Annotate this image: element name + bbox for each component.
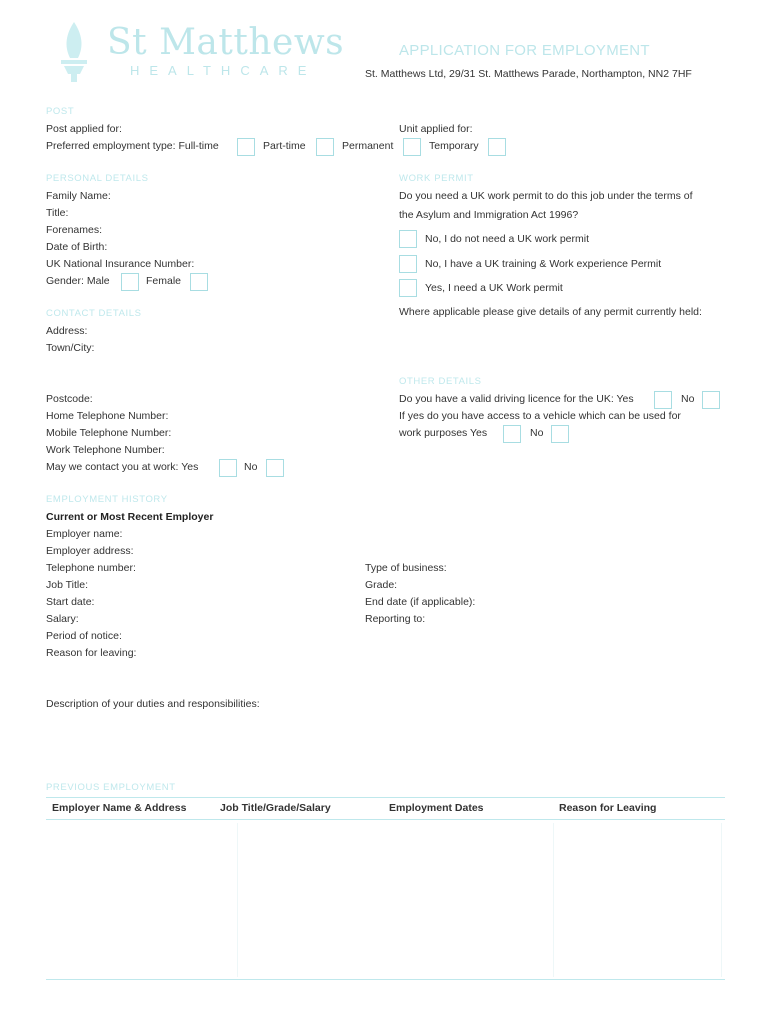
gender-female-label: Female: [146, 275, 182, 287]
permit-no-checkbox[interactable]: [399, 230, 417, 248]
table-column-divider: [237, 823, 238, 977]
start-date-label: Start date:: [46, 596, 95, 608]
permit-details-label: Where applicable please give details of any permit currently held:: [399, 306, 702, 318]
section-heading-post: POST: [46, 106, 75, 117]
logo-emblem-icon: [52, 20, 96, 84]
address-label: Address:: [46, 325, 88, 337]
forenames-label: Forenames:: [46, 224, 103, 236]
telephone-label: Telephone number:: [46, 562, 136, 574]
reporting-to-label: Reporting to:: [365, 613, 426, 625]
table-header-border: [46, 819, 725, 820]
column-header-reason: Reason for Leaving: [559, 802, 657, 814]
table-column-divider: [553, 823, 554, 977]
vehicle-no-checkbox[interactable]: [551, 425, 569, 443]
table-bottom-border: [46, 979, 725, 980]
home-tel-label: Home Telephone Number:: [46, 410, 169, 422]
table-column-divider: [721, 823, 722, 977]
section-heading-personal: PERSONAL DETAILS: [46, 173, 149, 184]
vehicle-question-2: work purposes Yes: [399, 427, 488, 439]
logo-name: St Matthews: [107, 22, 345, 63]
employer-name-label: Employer name:: [46, 528, 123, 540]
column-header-dates: Employment Dates: [389, 802, 484, 814]
gender-male-label: Gender: Male: [46, 275, 110, 287]
title-label: Title:: [46, 207, 69, 219]
company-address: St. Matthews Ltd, 29/31 St. Matthews Parade, Northampton, NN2 7HF: [365, 68, 692, 80]
type-of-business-label: Type of business:: [365, 562, 447, 574]
job-title-label: Job Title:: [46, 579, 89, 591]
notice-label: Period of notice:: [46, 630, 122, 642]
section-heading-contact: CONTACT DETAILS: [46, 308, 142, 319]
contact-at-work-label: May we contact you at work: Yes: [46, 461, 199, 473]
town-label: Town/City:: [46, 342, 95, 354]
fulltime-checkbox[interactable]: [237, 138, 255, 156]
end-date-label: End date (if applicable):: [365, 596, 476, 608]
licence-label: Do you have a valid driving licence for the UK: Yes: [399, 393, 634, 405]
employment-type-label: Preferred employment type: Full-time: [46, 140, 219, 152]
vehicle-no-label: No: [530, 427, 544, 439]
permanent-label: Permanent: [342, 140, 394, 152]
section-heading-other: OTHER DETAILS: [399, 376, 482, 387]
gender-female-checkbox[interactable]: [190, 273, 208, 291]
work-permit-question-1: Do you need a UK work permit to do this job under the terms of: [399, 190, 693, 202]
table-top-border: [46, 797, 725, 798]
parttime-label: Part-time: [263, 140, 306, 152]
vehicle-question-1: If yes do you have access to a vehicle which can be used for: [399, 410, 681, 422]
postcode-label: Postcode:: [46, 393, 93, 405]
permanent-checkbox[interactable]: [403, 138, 421, 156]
employer-address-label: Employer address:: [46, 545, 134, 557]
current-employer-heading: Current or Most Recent Employer: [46, 511, 214, 523]
reason-leaving-label: Reason for leaving:: [46, 647, 137, 659]
permit-training-checkbox[interactable]: [399, 255, 417, 273]
section-heading-employment: EMPLOYMENT HISTORY: [46, 494, 168, 505]
contact-work-no-label: No: [244, 461, 258, 473]
ni-number-label: UK National Insurance Number:: [46, 258, 195, 270]
licence-yes-checkbox[interactable]: [654, 391, 672, 409]
previous-employment-table: [46, 797, 725, 980]
post-applied-label: Post applied for:: [46, 123, 122, 135]
dob-label: Date of Birth:: [46, 241, 108, 253]
page-title: APPLICATION FOR EMPLOYMENT: [399, 42, 650, 59]
permit-training-label: No, I have a UK training & Work experience Permit: [425, 258, 662, 270]
grade-label: Grade:: [365, 579, 398, 591]
salary-label: Salary:: [46, 613, 79, 625]
licence-no-checkbox[interactable]: [702, 391, 720, 409]
section-heading-previous: PREVIOUS EMPLOYMENT: [46, 782, 176, 793]
column-header-employer: Employer Name & Address: [52, 802, 187, 814]
gender-male-checkbox[interactable]: [121, 273, 139, 291]
family-name-label: Family Name:: [46, 190, 111, 202]
vehicle-yes-checkbox[interactable]: [503, 425, 521, 443]
logo-subtitle: HEALTHCARE: [130, 63, 317, 78]
work-permit-question-2: the Asylum and Immigration Act 1996?: [399, 209, 579, 221]
temporary-checkbox[interactable]: [488, 138, 506, 156]
mobile-tel-label: Mobile Telephone Number:: [46, 427, 172, 439]
licence-no-label: No: [681, 393, 695, 405]
permit-yes-label: Yes, I need a UK Work permit: [425, 282, 563, 294]
permit-no-label: No, I do not need a UK work permit: [425, 233, 589, 245]
work-tel-label: Work Telephone Number:: [46, 444, 165, 456]
parttime-checkbox[interactable]: [316, 138, 334, 156]
permit-yes-checkbox[interactable]: [399, 279, 417, 297]
unit-applied-label: Unit applied for:: [399, 123, 473, 135]
contact-work-yes-checkbox[interactable]: [219, 459, 237, 477]
contact-work-no-checkbox[interactable]: [266, 459, 284, 477]
temporary-label: Temporary: [429, 140, 479, 152]
section-heading-work-permit: WORK PERMIT: [399, 173, 474, 184]
duties-label: Description of your duties and responsibilities:: [46, 698, 260, 710]
column-header-job-title: Job Title/Grade/Salary: [220, 802, 331, 814]
